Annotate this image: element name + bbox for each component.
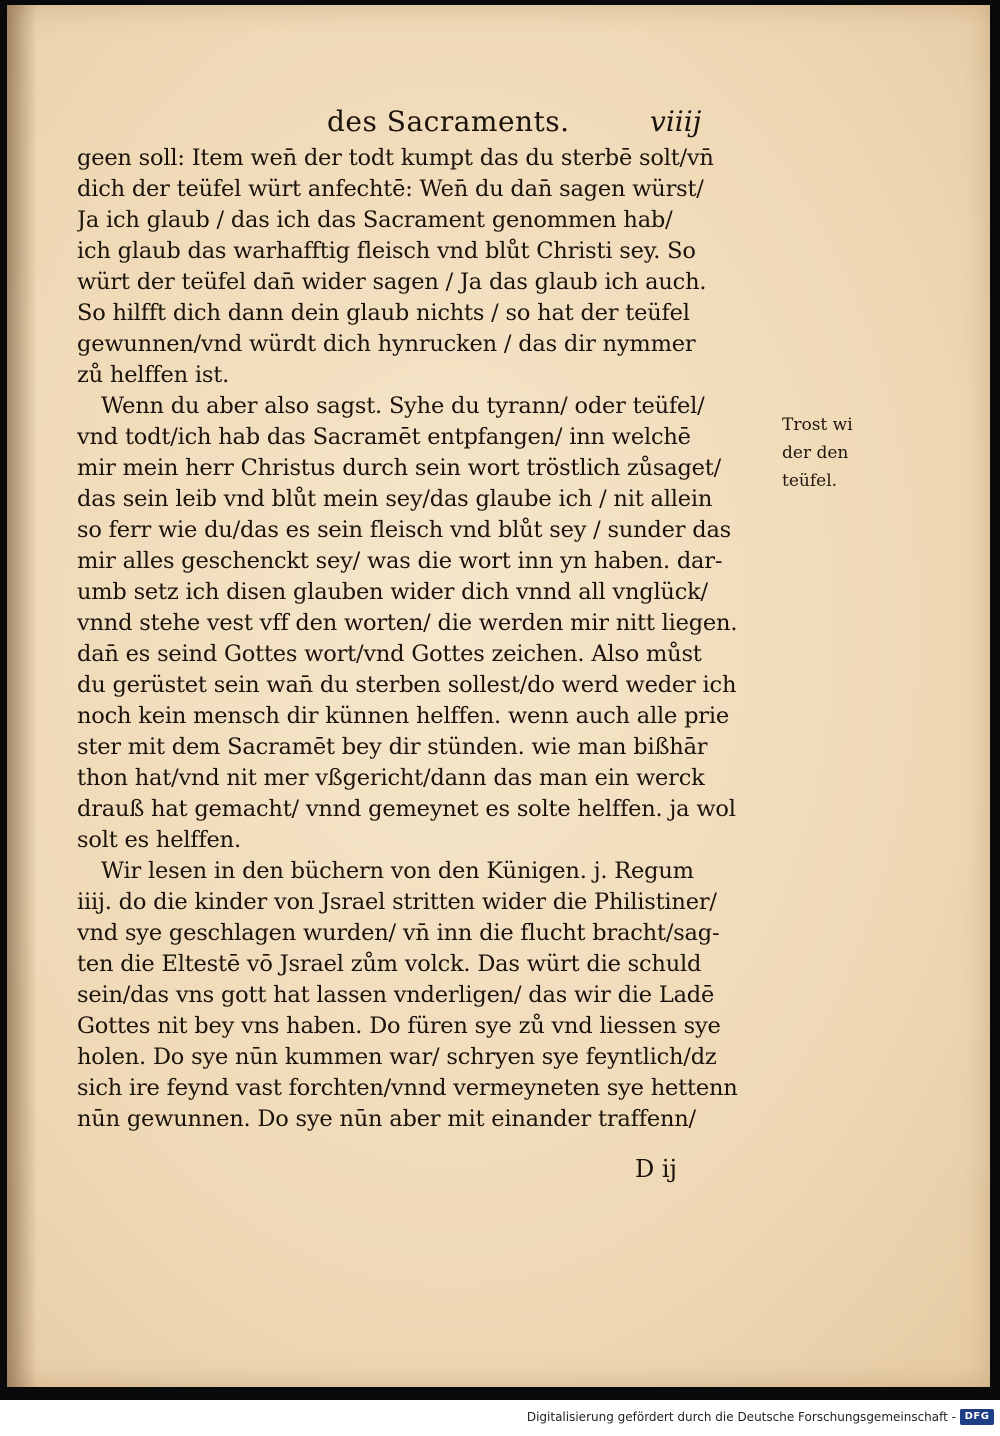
marginal-note-line: der den [782,443,849,463]
text-line: gewunnen/vnd würdt dich hynrucken / das dir nymmer [77,331,696,357]
text-line: das sein leib vnd blůt mein sey/das glaube ich / nit allein [77,486,713,512]
text-line: würt der teüfel dan̄ wider sagen / Ja das glaub ich auch. [77,269,707,295]
text-line: vnd sye geschlagen wurden/ vn̄ inn die flucht bracht/sag- [77,920,720,946]
text-line: sich ire feynd vast forchten/vnnd vermeyneten sye hettenn [77,1075,738,1101]
marginal-note [782,411,872,495]
funding-credit: Digitalisierung gefördert durch die Deutsche Forschungsgemeinschaft - [526,1410,956,1424]
folio-number: viiij [650,105,702,138]
text-line: Gottes nit bey vns haben. Do füren sye zů vnd liessen sye [77,1013,721,1039]
text-line: holen. Do sye nūn kummen war/ schryen sye feyntlich/dz [77,1044,717,1070]
signature-mark: D ij [635,1155,677,1183]
text-line: ten die Eltestē vō Jsrael zům volck. Das würt die schuld [77,951,702,977]
text-line: ster mit dem Sacramēt bey dir stünden. wie man bißhār [77,734,708,760]
text-line: So hilfft dich dann dein glaub nichts / so hat der teüfel [77,300,690,326]
text-line: Ja ich glaub / das ich das Sacrament genommen hab/ [77,207,673,233]
text-line: drauß hat gemacht/ vnnd gemeynet es solte helffen. ja wol [77,796,736,822]
book-page [7,5,990,1387]
marginal-note-line: teüfel. [782,471,838,491]
text-line: dan̄ es seind Gottes wort/vnd Gottes zeichen. Also můst [77,641,702,667]
marginal-note-line: Trost wi [782,415,853,435]
text-line: dich der teüfel würt anfechtē: Wen̄ du dan̄ sagen würst/ [77,176,704,202]
text-line: nūn gewunnen. Do sye nūn aber mit einander traffenn/ [77,1106,696,1132]
text-line: ich glaub das warhafftig fleisch vnd blůt Christi sey. So [77,238,696,264]
text-line: vnnd stehe vest vff den worten/ die werden mir nitt liegen. [77,610,738,636]
text-line: so ferr wie du/das es sein fleisch vnd blůt sey / sunder das [77,517,732,543]
running-head [7,105,990,145]
text-line: vnd todt/ich hab das Sacramēt entpfangen/ inn welchē [77,424,691,450]
text-line: umb setz ich disen glauben wider dich vnnd all vnglück/ [77,579,708,605]
text-line: solt es helffen. [77,827,241,853]
text-line: du gerüstet sein wan̄ du sterben sollest/do werd weder ich [77,672,737,698]
text-line: mir mein herr Christus durch sein wort tröstlich zůsaget/ [77,455,722,481]
text-line: mir alles geschenckt sey/ was die wort inn yn haben. dar- [77,548,723,574]
text-line: thon hat/vnd nit mer vßgericht/dann das man ein werck [77,765,705,791]
dfg-logo-icon: DFG [960,1409,994,1425]
body-text [77,143,777,1135]
text-line: iiij. do die kinder von Jsrael stritten wider die Philistiner/ [77,889,717,915]
running-head-title: des Sacraments. [327,105,570,138]
text-line: zů helffen ist. [77,362,230,388]
text-line: noch kein mensch dir künnen helffen. wenn auch alle prie [77,703,729,729]
footer-bar [0,1400,1000,1436]
text-line: Wir lesen in den büchern von den Künigen. j. Regum [101,858,694,884]
text-line: geen soll: Item wen̄ der todt kumpt das du sterbē solt/vn̄ [77,145,714,171]
text-line: sein/das vns gott hat lassen vnderligen/ das wir die Ladē [77,982,715,1008]
text-line: Wenn du aber also sagst. Syhe du tyrann/ oder teüfel/ [101,393,705,419]
